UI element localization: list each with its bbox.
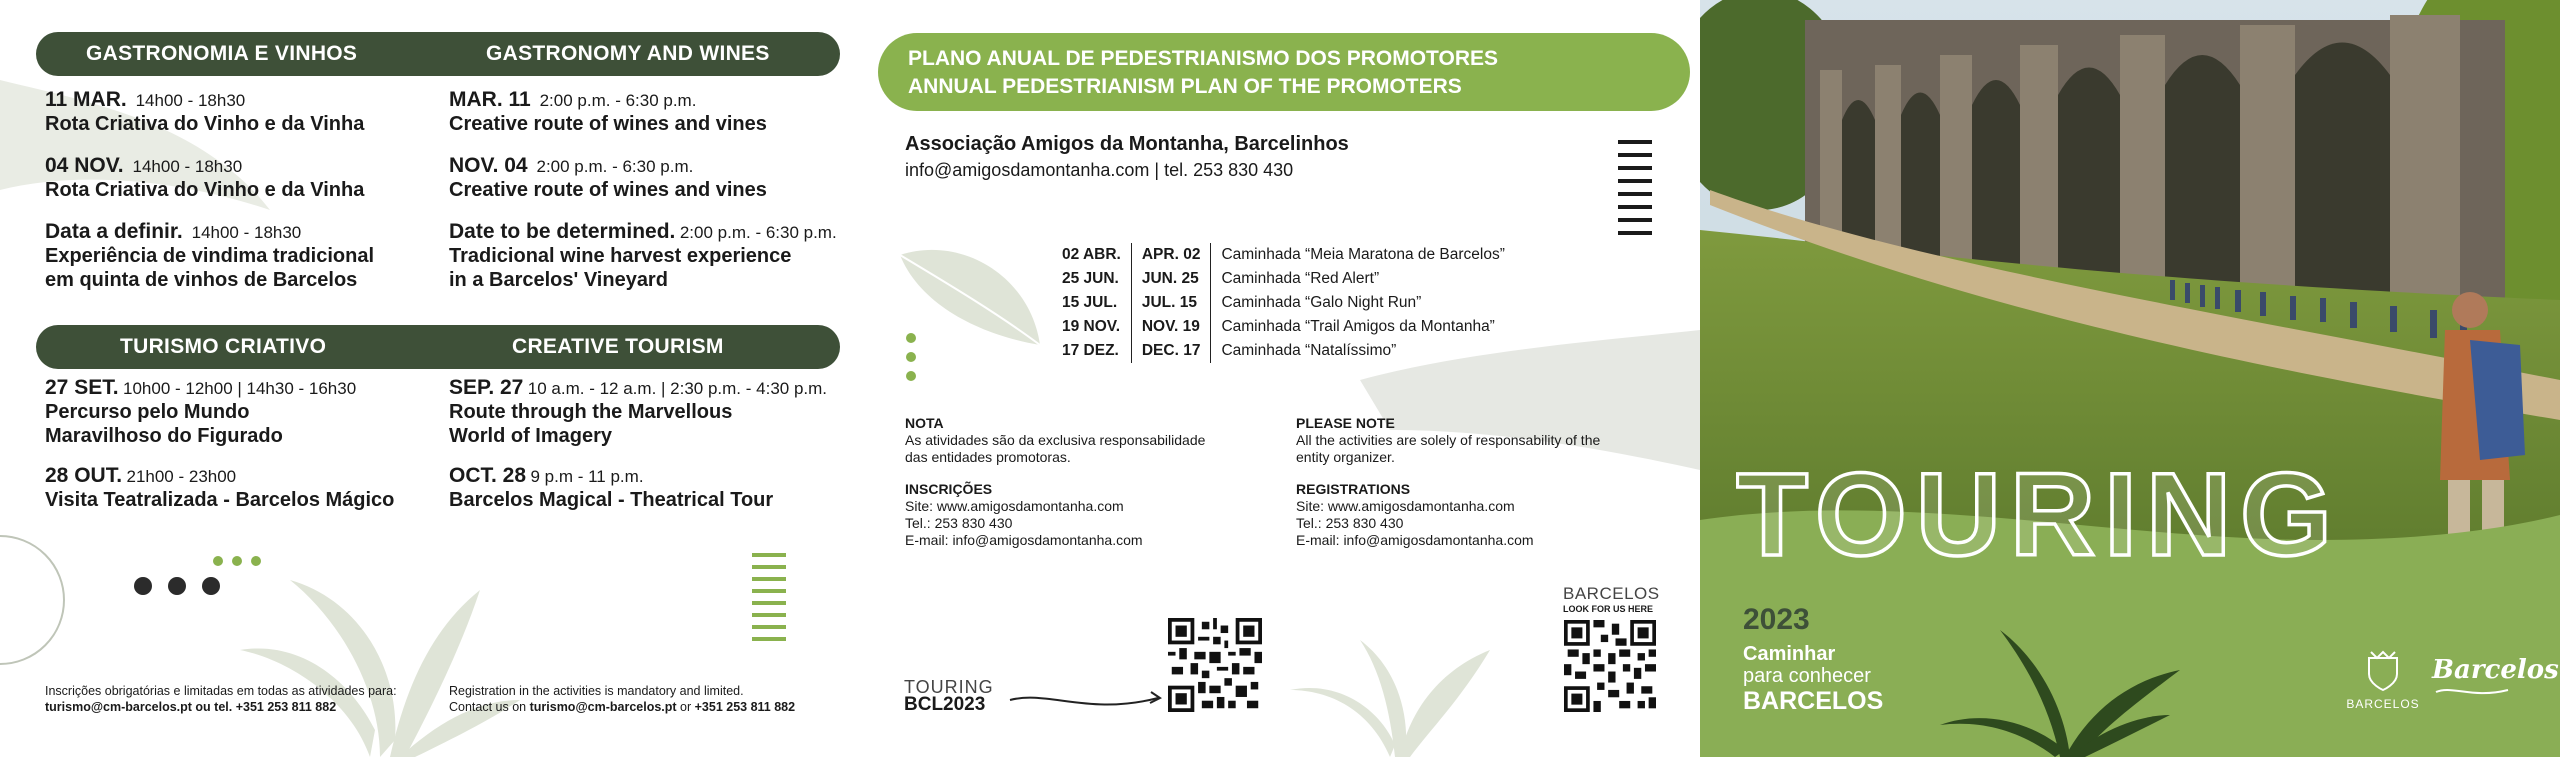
footer-en-line2 bbox=[449, 699, 869, 715]
creative-item bbox=[45, 376, 445, 464]
footer-pt-line2: turismo@cm-barcelos.pt ou tel. +351 253 811 882 bbox=[45, 700, 337, 714]
palm-leaf-decoration-icon bbox=[1290, 630, 1490, 757]
gastronomy-item bbox=[449, 220, 869, 292]
event-date: 11 MAR. bbox=[45, 88, 127, 111]
note-text: entity organizer. bbox=[1296, 449, 1395, 465]
bcl-label: BCL2023 bbox=[904, 694, 986, 715]
walking-plan-title-en: ANNUAL PEDESTRIANISM PLAN OF THE PROMOTERS bbox=[908, 75, 1462, 98]
schedule-date-en: NOV. 19 bbox=[1131, 315, 1211, 339]
note-title: NOTA bbox=[905, 415, 944, 431]
schedule-date-en: APR. 02 bbox=[1131, 243, 1211, 267]
event-time: 14h00 - 18h30 bbox=[191, 223, 302, 242]
notes-en bbox=[1296, 415, 1676, 549]
table-row bbox=[1052, 339, 1515, 363]
schedule-event: Caminhada “Red Alert” bbox=[1221, 270, 1380, 287]
creative-title-en: CREATIVE TOURISM bbox=[512, 335, 724, 358]
event-date: 27 SET. bbox=[45, 376, 119, 399]
walking-plan-title-pt: PLANO ANUAL DE PEDESTRIANISMO DOS PROMOTORES bbox=[908, 47, 1498, 70]
panel-walking-plan bbox=[870, 0, 1700, 757]
stripes-decoration-icon bbox=[752, 553, 786, 653]
table-row bbox=[1052, 315, 1515, 339]
event-title: Creative route of wines and vines bbox=[449, 113, 767, 135]
schedule-date-en: DEC. 17 bbox=[1131, 339, 1211, 363]
cover-line1: Caminhar bbox=[1743, 643, 1836, 665]
event-title: Rota Criativa do Vinho e da Vinha bbox=[45, 179, 365, 201]
schedule-date-pt: 19 NOV. bbox=[1052, 315, 1131, 339]
creative-tourism-header bbox=[36, 325, 840, 369]
event-time: 21h00 - 23h00 bbox=[126, 467, 237, 486]
organizer-block bbox=[905, 133, 1349, 181]
schedule-date-en: JUL. 15 bbox=[1131, 291, 1211, 315]
event-title: Route through the Marvellous bbox=[449, 401, 733, 423]
creative-list-pt bbox=[45, 376, 445, 512]
palm-leaf-decoration-icon bbox=[1940, 620, 2180, 757]
galo-logo-text: Barcelos bbox=[2432, 655, 2559, 685]
stripes-decoration-icon bbox=[1618, 140, 1652, 236]
schedule-event: Caminhada “Natalíssimo” bbox=[1221, 342, 1397, 359]
dot-decoration-icon bbox=[906, 352, 916, 362]
event-title-line2: em quinta de vinhos de Barcelos bbox=[45, 269, 358, 291]
footer-pt-line1: Inscrições obrigatórias e limitadas em todas as atividades para: bbox=[45, 684, 397, 698]
qr-code-icon[interactable] bbox=[1564, 620, 1656, 712]
creative-item bbox=[45, 464, 445, 512]
registration-phone: Tel.: 253 830 430 bbox=[905, 515, 1013, 531]
event-title-line2: Maravilhoso do Figurado bbox=[45, 425, 283, 447]
event-title: Barcelos Magical - Theatrical Tour bbox=[449, 489, 774, 511]
gastronomy-item bbox=[45, 88, 445, 154]
event-time: 10h00 - 12h00 | 14h30 - 16h30 bbox=[123, 379, 357, 398]
gastronomy-title-pt: GASTRONOMIA E VINHOS bbox=[86, 42, 358, 65]
event-time: 14h00 - 18h30 bbox=[135, 91, 246, 110]
touring-title-text: TOURING bbox=[1736, 455, 2341, 575]
creative-item bbox=[449, 464, 869, 512]
schedule-event: Caminhada “Trail Amigos da Montanha” bbox=[1221, 318, 1495, 335]
event-time: 14h00 - 18h30 bbox=[132, 157, 243, 176]
gastronomy-header bbox=[36, 32, 840, 76]
arrow-curve-icon bbox=[1008, 678, 1168, 718]
registration-title: REGISTRATIONS bbox=[1296, 481, 1411, 497]
panel-cover bbox=[1700, 0, 2560, 757]
registration-site: Site: www.amigosdamontanha.com bbox=[905, 498, 1124, 514]
gastronomy-list-pt bbox=[45, 88, 445, 292]
gastronomy-item bbox=[449, 154, 869, 220]
dot-decoration-icon bbox=[202, 577, 220, 595]
dot-decoration-icon bbox=[168, 577, 186, 595]
registration-email: E-mail: info@amigosdamontanha.com bbox=[1296, 532, 1534, 548]
touring-outlined-title bbox=[1736, 455, 2560, 575]
cover-text-block bbox=[1743, 603, 1883, 715]
cover-year: 2023 bbox=[1743, 603, 1810, 636]
notes-pt bbox=[905, 415, 1265, 549]
event-date: Date to be determined. bbox=[449, 220, 676, 243]
galo-logo-icon bbox=[2432, 685, 2512, 699]
table-row bbox=[1052, 243, 1515, 267]
event-time: 9 p.m - 11 p.m. bbox=[530, 467, 644, 486]
event-date: MAR. 11 bbox=[449, 88, 531, 111]
table-row bbox=[1052, 291, 1515, 315]
registration-site: Site: www.amigosdamontanha.com bbox=[1296, 498, 1515, 514]
touring-bcl-mark bbox=[904, 678, 994, 714]
event-time: 2:00 p.m. - 6:30 p.m. bbox=[539, 91, 697, 110]
event-date: 04 NOV. bbox=[45, 154, 124, 177]
panel-events bbox=[0, 0, 870, 757]
registration-email: E-mail: info@amigosdamontanha.com bbox=[905, 532, 1143, 548]
event-title-line2: in a Barcelos' Vineyard bbox=[449, 269, 668, 291]
event-title: Creative route of wines and vines bbox=[449, 179, 767, 201]
cover-line2: para conhecer bbox=[1743, 665, 1871, 687]
footer-pt bbox=[45, 683, 445, 715]
event-time: 2:00 p.m. - 6:30 p.m. bbox=[536, 157, 694, 176]
creative-item bbox=[449, 376, 869, 464]
walking-schedule-table bbox=[1052, 243, 1515, 363]
palm-leaf-decoration-icon bbox=[230, 540, 520, 757]
footer-en-email: turismo@cm-barcelos.pt bbox=[529, 700, 677, 714]
schedule-date-en: JUN. 25 bbox=[1131, 267, 1211, 291]
dot-decoration-icon bbox=[906, 371, 916, 381]
dot-decoration-icon bbox=[232, 556, 242, 566]
organizer-contact: info@amigosdamontanha.com | tel. 253 830 430 bbox=[905, 160, 1294, 180]
barcelos-qr-block bbox=[1563, 584, 1663, 614]
organizer-name: Associação Amigos da Montanha, Barcelinhos bbox=[905, 133, 1349, 155]
circle-decoration-icon bbox=[0, 520, 70, 680]
dot-decoration-icon bbox=[906, 333, 916, 343]
schedule-event: Caminhada “Meia Maratona de Barcelos” bbox=[1221, 246, 1505, 263]
event-date: Data a definir. bbox=[45, 220, 183, 243]
note-text: All the activities are solely of responsability of the bbox=[1296, 432, 1601, 448]
gastronomy-item bbox=[449, 88, 869, 154]
gastronomy-title-en: GASTRONOMY AND WINES bbox=[486, 42, 770, 65]
event-time: 10 a.m. - 12 a.m. | 2:30 p.m. - 4:30 p.m. bbox=[527, 379, 828, 398]
table-row bbox=[1052, 267, 1515, 291]
event-date: 28 OUT. bbox=[45, 464, 123, 487]
event-title: Visita Teatralizada - Barcelos Mágico bbox=[45, 489, 395, 511]
gastronomy-item bbox=[45, 220, 445, 292]
walking-plan-header bbox=[878, 33, 1690, 111]
barcelos-municipal-logo bbox=[2338, 650, 2428, 711]
footer-en-or: or bbox=[676, 700, 695, 714]
dot-decoration-icon bbox=[251, 556, 261, 566]
look-for-us-label: LOOK FOR US HERE bbox=[1563, 604, 1654, 614]
municipal-logo-text: BARCELOS bbox=[2346, 697, 2420, 711]
municipal-crest-icon bbox=[2363, 650, 2403, 692]
creative-title-pt: TURISMO CRIATIVO bbox=[120, 335, 327, 358]
note-text: As atividades são da exclusiva responsabilidade bbox=[905, 432, 1206, 448]
schedule-event: Caminhada “Galo Night Run” bbox=[1221, 294, 1422, 311]
gastronomy-list-en bbox=[449, 88, 869, 292]
note-title: PLEASE NOTE bbox=[1296, 415, 1395, 431]
event-title-line2: World of Imagery bbox=[449, 425, 612, 447]
event-date: NOV. 04 bbox=[449, 154, 528, 177]
footer-en-contact-prefix: Contact us on bbox=[449, 700, 530, 714]
event-time: 2:00 p.m. - 6:30 p.m. bbox=[679, 223, 837, 242]
barcelos-galo-logo bbox=[2432, 655, 2559, 704]
footer-en-line1: Registration in the activities is mandatory and limited. bbox=[449, 684, 744, 698]
registration-title: INSCRIÇÕES bbox=[905, 481, 993, 497]
event-title: Percurso pelo Mundo bbox=[45, 401, 250, 423]
schedule-date-pt: 17 DEZ. bbox=[1052, 339, 1131, 363]
event-date: SEP. 27 bbox=[449, 376, 524, 399]
qr-code-icon[interactable] bbox=[1168, 618, 1262, 712]
note-text: das entidades promotoras. bbox=[905, 449, 1071, 465]
touring-small-label: TOURING bbox=[904, 677, 994, 697]
footer-en-phone: +351 253 811 882 bbox=[694, 700, 796, 714]
gastronomy-item bbox=[45, 154, 445, 220]
registration-phone: Tel.: 253 830 430 bbox=[1296, 515, 1404, 531]
barcelos-qr-label: BARCELOS bbox=[1563, 584, 1660, 603]
schedule-date-pt: 25 JUN. bbox=[1052, 267, 1131, 291]
event-title: Tradicional wine harvest experience bbox=[449, 245, 792, 267]
event-title: Rota Criativa do Vinho e da Vinha bbox=[45, 113, 365, 135]
schedule-date-pt: 02 ABR. bbox=[1052, 243, 1131, 267]
event-title: Experiência de vindima tradicional bbox=[45, 245, 375, 267]
dot-decoration-icon bbox=[134, 577, 152, 595]
cover-line3: BARCELOS bbox=[1743, 687, 1884, 715]
footer-en bbox=[449, 683, 869, 715]
schedule-date-pt: 15 JUL. bbox=[1052, 291, 1131, 315]
dot-decoration-icon bbox=[213, 556, 223, 566]
creative-list-en bbox=[449, 376, 869, 512]
event-date: OCT. 28 bbox=[449, 464, 527, 487]
